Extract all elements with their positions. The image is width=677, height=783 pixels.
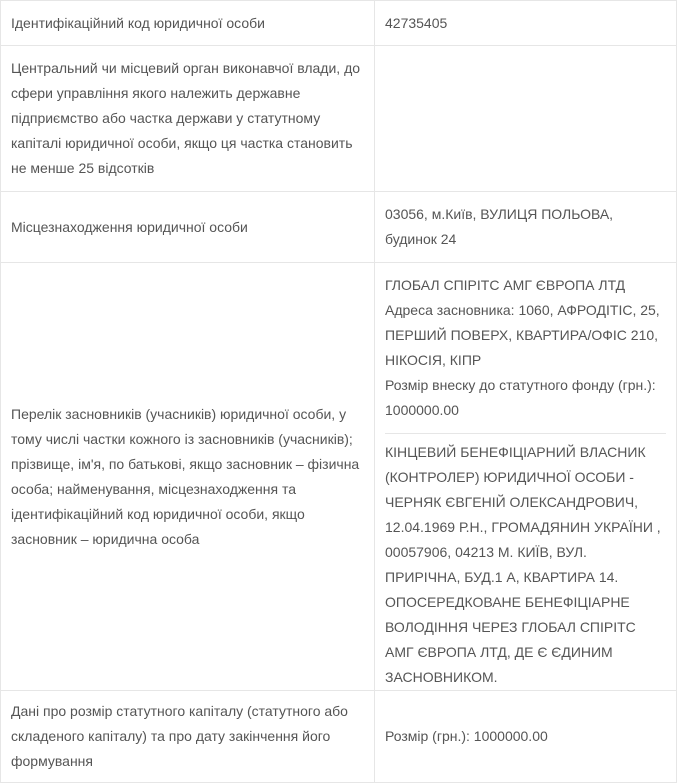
founders-cell [375, 263, 677, 691]
row-label: Ідентифікаційний код юридичної особи [1, 1, 375, 46]
founder-contribution: Розмір внеску до статутного фонду (грн.): 1000000.00 [385, 377, 656, 418]
row-label: Центральний чи місцевий орган виконавчої влади, до сфери управління якого належить державне підприємство або частка держави у статутному капіталі юридичної особи, якщо ця частка становить не менше 25 відсотків [1, 46, 375, 192]
row-value: 03056, м.Київ, ВУЛИЦЯ ПОЛЬОВА, будинок 24 [375, 192, 677, 263]
row-authorized-capital [1, 691, 677, 783]
beneficiary-entry: КІНЦЕВИЙ БЕНЕФІЦІАРНИЙ ВЛАСНИК (КОНТРОЛЕР) ЮРИДИЧНОЇ ОСОБИ - ЧЕРНЯК ЄВГЕНІЙ ОЛЕКСАНДРОВИЧ, 12.04.1969 Р.Н., ГРОМАДЯНИН УКРАЇНИ , 00057906, 04213 М. КИЇВ, ВУЛ. ПРИРІЧНА, БУД.1 А, КВАРТИРА 14. ОПОСЕРЕДКОВАНЕ БЕНЕФІЦІАРНЕ ВОЛОДІННЯ ЧЕРЕЗ ГЛОБАЛ СПІРІТС АМГ ЄВРОПА ЛТД, ДЕ Є ЄДИНИМ ЗАСНОВНИКОМ. [385, 444, 661, 685]
row-governing-authority [1, 46, 677, 192]
row-label: Дані про розмір статутного капіталу (статутного або складеного капіталу) та про дату закінчення його формування [1, 691, 375, 783]
row-value [375, 46, 677, 192]
divider [385, 433, 666, 434]
founder-name: ГЛОБАЛ СПІРІТС АМГ ЄВРОПА ЛТД [385, 277, 626, 293]
row-value: 42735405 [375, 1, 677, 46]
row-identification-code [1, 1, 677, 46]
founder-address: Адреса засновника: 1060, АФРОДІТІС, 25, ПЕРШИЙ ПОВЕРХ, КВАРТИРА/ОФІС 210, НІКОСІЯ, КІПР [385, 302, 660, 368]
row-label: Перелік засновників (учасників) юридичної особи, у тому числі частки кожного із засновників (учасників); прізвище, ім'я, по батькові, якщо засновник – фізична особа; найменування, місцезнаходження та ідентифікаційний код юридичної особи, якщо засновник – юридична особа [1, 263, 375, 691]
row-value: Розмір (грн.): 1000000.00 [375, 691, 677, 783]
row-founders [1, 263, 677, 691]
row-label: Місцезнаходження юридичної особи [1, 192, 375, 263]
founder-entry [385, 273, 666, 427]
row-location [1, 192, 677, 263]
